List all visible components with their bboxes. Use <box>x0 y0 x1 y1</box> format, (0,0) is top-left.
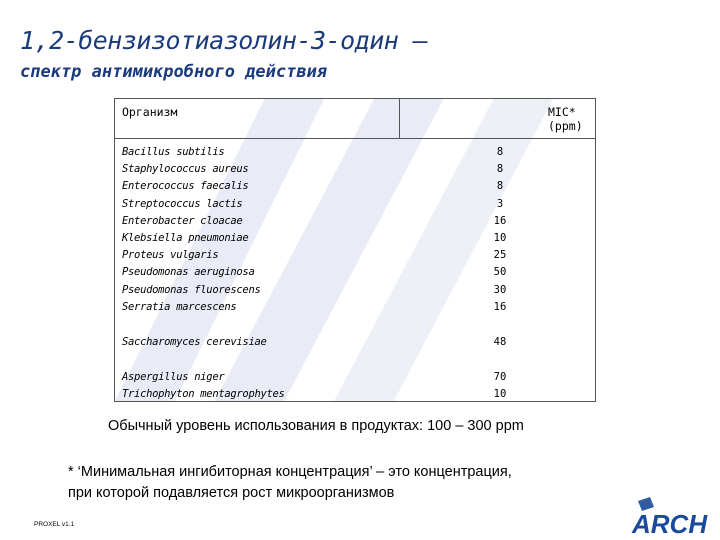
table-row <box>115 386 595 402</box>
yeast-group <box>115 334 595 351</box>
table-row <box>115 282 595 299</box>
mic-value: 16 <box>493 214 507 227</box>
mic-value: 10 <box>493 231 507 244</box>
footnote-line-2: при которой подавляется рост микроорганизмов <box>68 485 395 501</box>
organism-name: Streptococcus lactis <box>122 197 243 210</box>
table-header <box>115 99 595 139</box>
slide-title: 1,2-бензизотиазолин-3-один – <box>20 26 428 55</box>
mic-value: 3 <box>496 197 504 210</box>
organism-name: Enterobacter cloacae <box>122 214 243 227</box>
organism-name: Pseudomonas aeruginosa <box>122 266 255 279</box>
organism-name: Proteus vulgaris <box>122 249 219 262</box>
mold-group <box>115 369 595 402</box>
header-organism: Организм <box>122 105 178 119</box>
mic-value: 8 <box>496 163 504 176</box>
mic-value: 8 <box>496 146 504 158</box>
table-row <box>115 334 595 351</box>
table-row <box>115 178 595 195</box>
organism-name: Aspergillus niger <box>122 371 225 383</box>
organism-name: Trichophyton mentagrophytes <box>122 388 285 401</box>
mic-value: 50 <box>493 266 507 279</box>
table-row <box>115 369 595 386</box>
header-divider <box>399 99 400 139</box>
mic-value: 10 <box>493 388 507 401</box>
organism-name: Pseudomonas fluorescens <box>122 283 261 296</box>
version-label: PROXEL v1.1 <box>34 521 75 528</box>
table-row <box>115 196 595 213</box>
table-row <box>115 161 595 178</box>
footnote <box>68 462 512 504</box>
organism-name: Saccharomyces cerevisiae <box>122 336 267 348</box>
organism-name: Serratia marcescens <box>122 300 237 313</box>
mic-value: 48 <box>493 336 507 348</box>
organism-name: Staphylococcus aureus <box>122 163 249 176</box>
organism-name: Bacillus subtilis <box>122 146 225 158</box>
usage-level-text: Обычный уровень использования в продуктах: 100 – 300 ppm <box>108 418 524 434</box>
table-row <box>115 230 595 247</box>
table-row <box>115 247 595 264</box>
mic-value: 30 <box>493 283 507 296</box>
table-row <box>115 264 595 281</box>
bacteria-group <box>115 144 595 316</box>
mic-value: 16 <box>493 300 507 313</box>
organism-name: Enterococcus faecalis <box>122 180 249 193</box>
slide-subtitle: спектр антимикробного действия <box>20 62 328 82</box>
organism-name: Klebsiella pneumoniae <box>122 231 249 244</box>
mic-value: 8 <box>496 180 504 193</box>
mic-table <box>114 98 596 402</box>
table-row <box>115 144 595 161</box>
mic-value: 70 <box>493 371 507 383</box>
table-row <box>115 213 595 230</box>
mic-value: 25 <box>493 249 507 262</box>
logo-text: ARCH <box>632 509 708 537</box>
arch-logo <box>628 497 716 537</box>
footnote-line-1: * ‘Минимальная ингибиторная концентрация’ – это концентрация, <box>68 464 512 480</box>
table-row <box>115 299 595 316</box>
header-mic: MIC* (ppm) <box>548 105 583 133</box>
